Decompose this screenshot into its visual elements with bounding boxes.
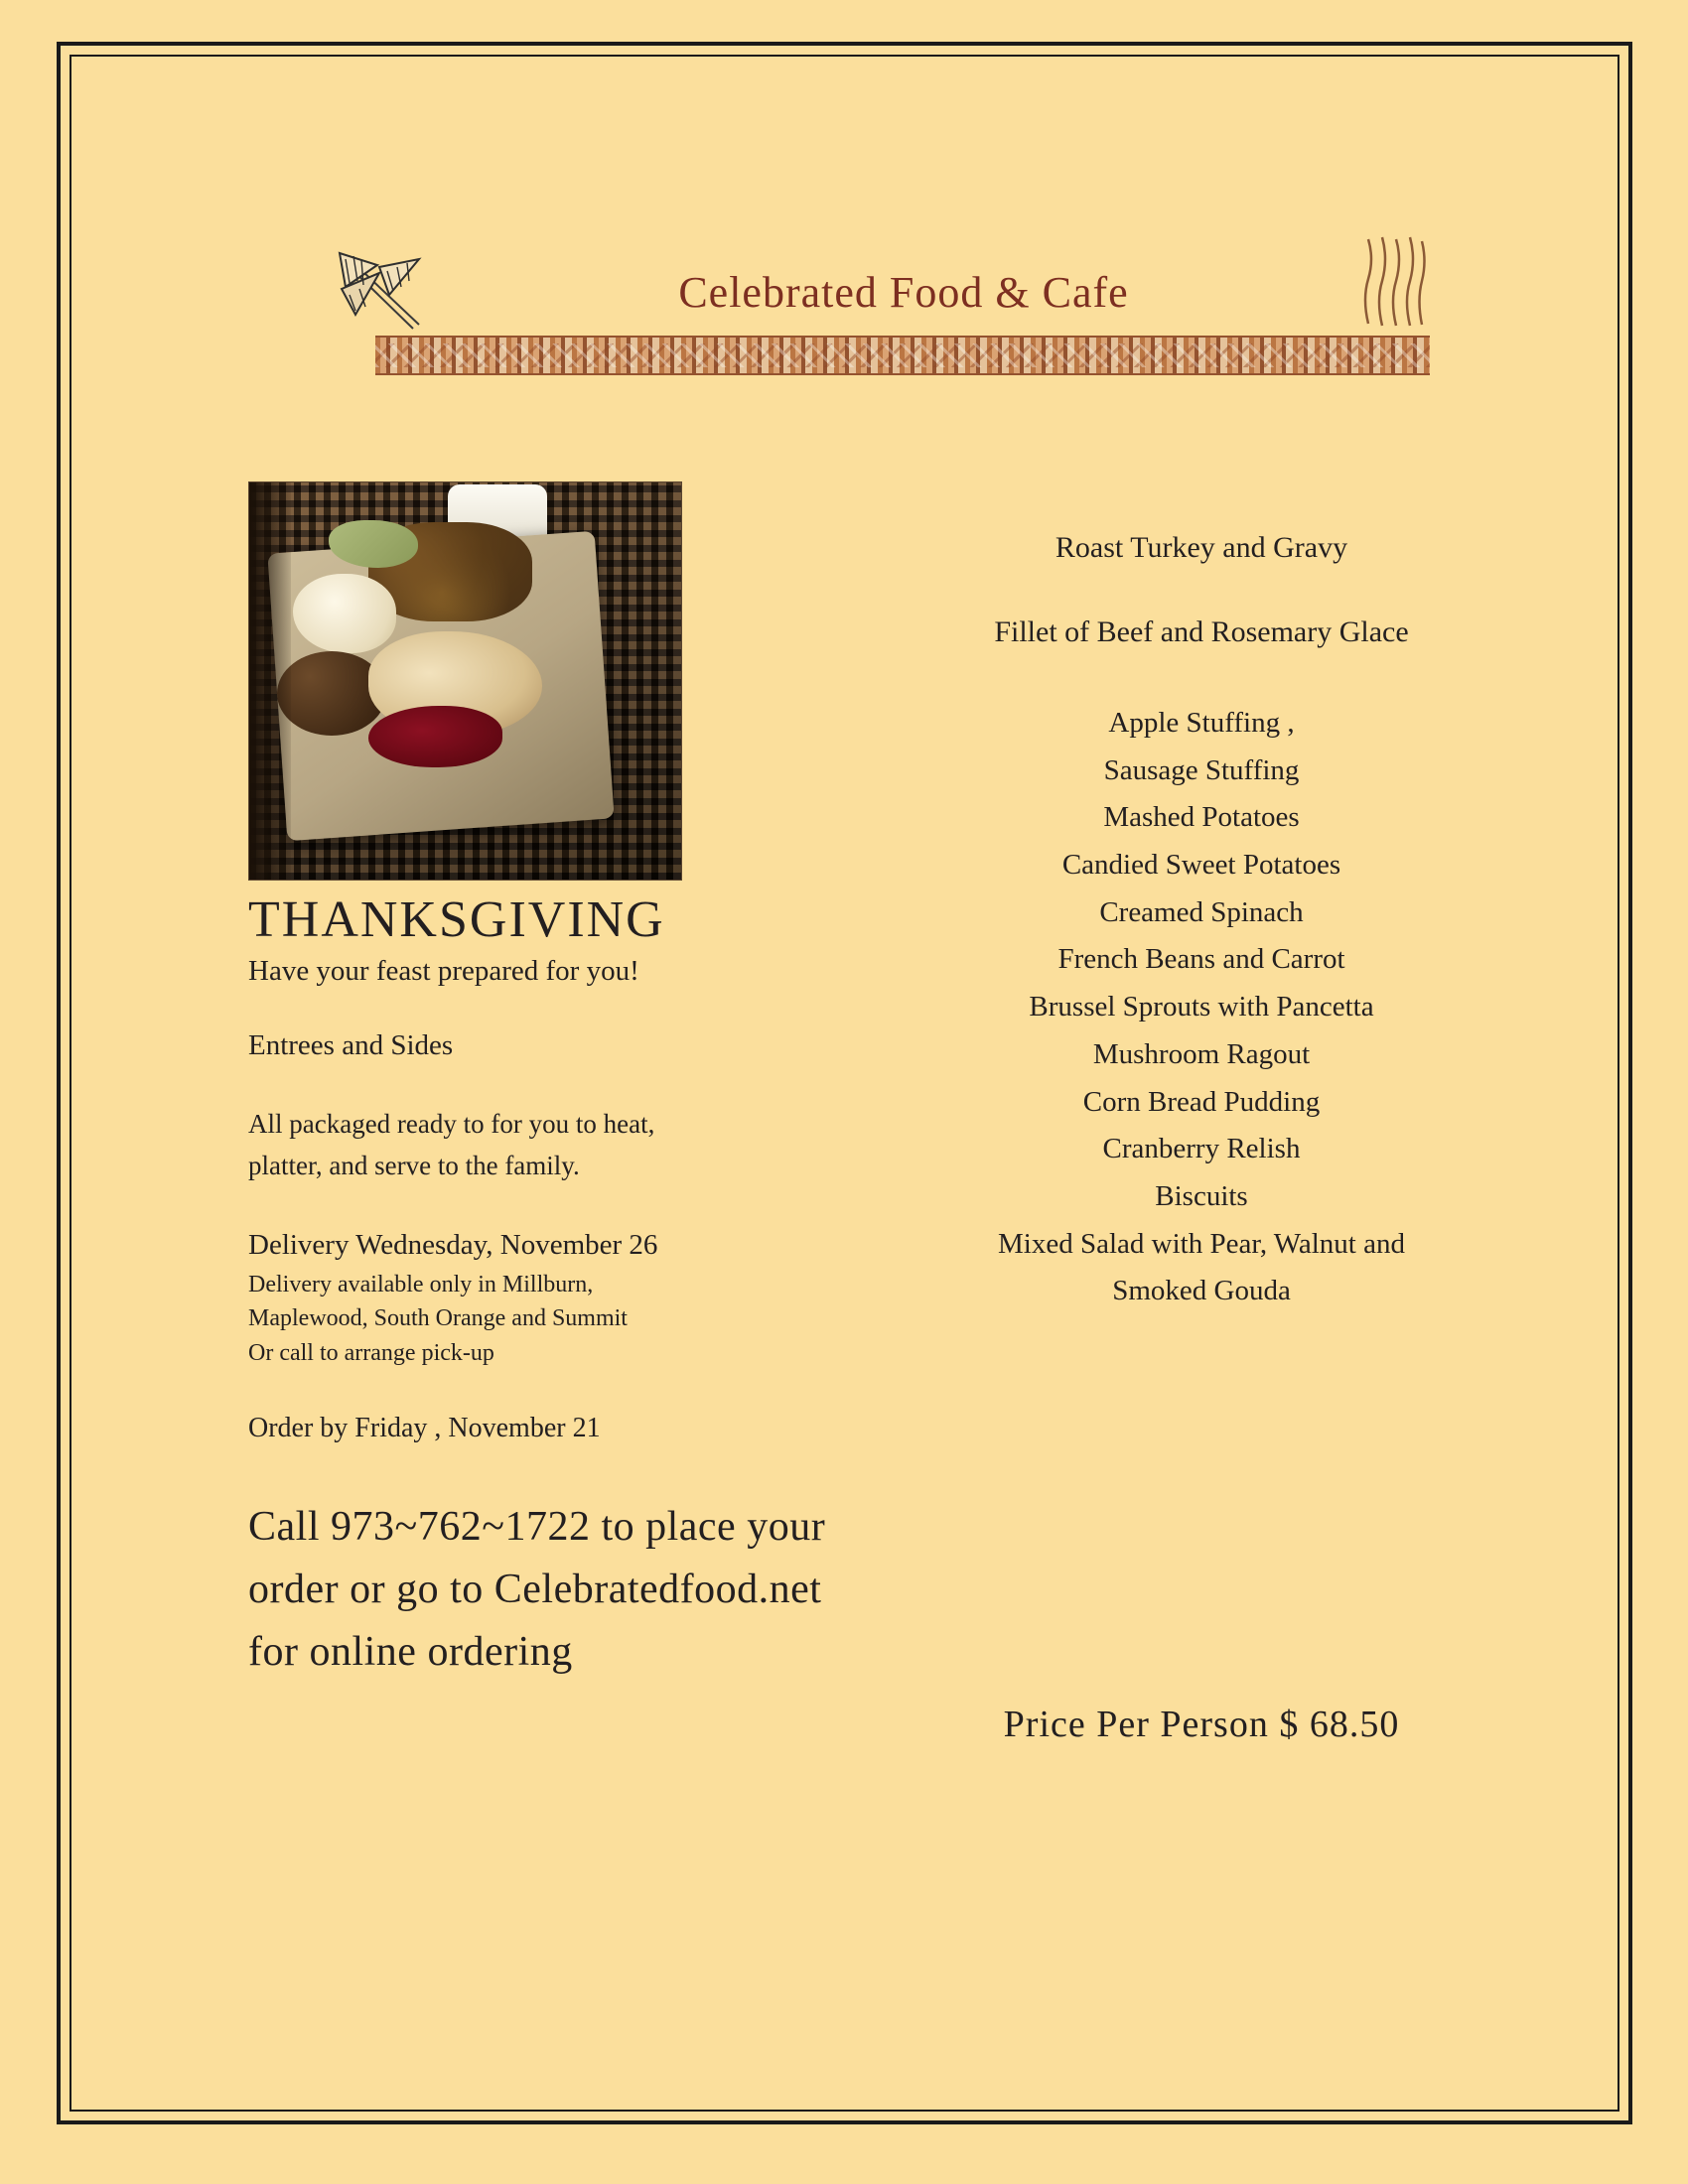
list-item: Biscuits xyxy=(1155,1179,1248,1212)
thanksgiving-plate-photo xyxy=(248,481,682,881)
call-to-action[interactable]: Call 973~762~1722 to place your order or go to Celebratedfood.net for online ordering xyxy=(248,1504,826,1676)
flyer-content xyxy=(70,55,1619,2112)
list-item: Smoked Gouda xyxy=(1112,1275,1291,1307)
menu-column xyxy=(854,531,1549,1320)
header xyxy=(328,243,1430,402)
delivery-area-line-2: Maplewood, South Orange and Summit xyxy=(248,1305,628,1332)
brand-title: Celebrated Food & Cafe xyxy=(678,268,1129,317)
squiggle-lines-icon xyxy=(1360,233,1430,338)
subhead: Have your feast prepared for you! xyxy=(248,955,639,987)
list-item: Mixed Salad with Pear, Walnut and xyxy=(998,1227,1405,1260)
list-item: Brussel Sprouts with Pancetta xyxy=(1029,991,1374,1024)
order-deadline: Order by Friday , November 21 xyxy=(248,1413,601,1444)
section-label-entrees: Entrees and Sides xyxy=(248,1029,454,1061)
packaging-line-2: platter, and serve to the family. xyxy=(248,1150,580,1180)
list-item: French Beans and Carrot xyxy=(1057,943,1345,976)
menu-main-2: Fillet of Beef and Rosemary Glace xyxy=(994,614,1409,648)
price-per-person: Price Per Person $ 68.50 xyxy=(1003,1704,1400,1745)
list-item: Creamed Spinach xyxy=(1099,895,1304,928)
menu-main-1: Roast Turkey and Gravy xyxy=(1055,531,1348,564)
page-title: THANKSGIVING xyxy=(248,891,665,948)
list-item: Apple Stuffing , xyxy=(1108,707,1295,739)
list-item: Sausage Stuffing xyxy=(1103,753,1300,786)
list-item: Corn Bread Pudding xyxy=(1082,1085,1321,1118)
menu-sides-list xyxy=(854,705,1549,1310)
list-item: Candied Sweet Potatoes xyxy=(1061,849,1341,882)
list-item: Mashed Potatoes xyxy=(1103,801,1300,834)
packaging-line-1: All packaged ready to for you to heat, xyxy=(248,1109,655,1139)
list-item: Cranberry Relish xyxy=(1102,1133,1301,1165)
list-item: Mushroom Ragout xyxy=(1092,1037,1311,1070)
pickup-note: Or call to arrange pick-up xyxy=(248,1340,494,1367)
delivery-date: Delivery Wednesday, November 26 xyxy=(248,1228,658,1261)
decorative-border-band xyxy=(375,336,1430,375)
delivery-area-line-1: Delivery available only in Millburn, xyxy=(248,1271,594,1297)
left-column xyxy=(248,481,864,1684)
